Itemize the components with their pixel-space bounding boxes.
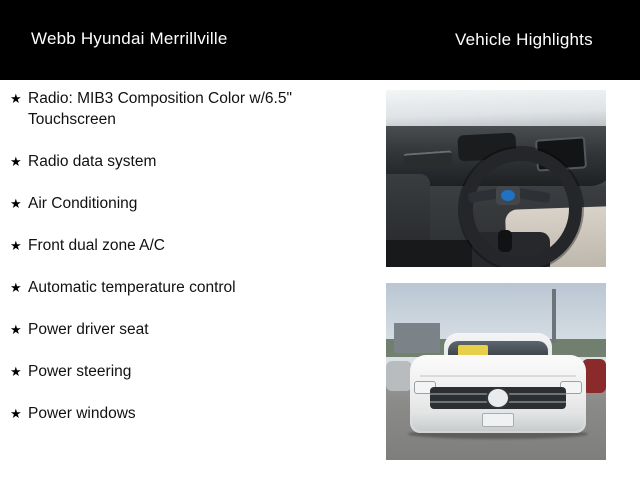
star-icon: ★ xyxy=(10,154,22,169)
feature-list xyxy=(0,88,380,445)
page-header xyxy=(0,0,640,80)
list-item-label: Radio: MIB3 Composition Color w/6.5" Touchscreen xyxy=(28,90,292,128)
list-item-label: Radio data system xyxy=(28,153,157,170)
page-title: Vehicle Highlights xyxy=(455,30,593,49)
list-item xyxy=(0,319,380,340)
interior-dashboard-photo xyxy=(386,90,606,267)
exterior-front-photo xyxy=(386,283,606,460)
light-pole-shape xyxy=(552,289,556,343)
list-item xyxy=(0,277,380,298)
star-icon: ★ xyxy=(10,238,22,253)
star-icon: ★ xyxy=(10,196,22,211)
license-plate-shape xyxy=(482,413,514,427)
dealer-name: Webb Hyundai Merrillville xyxy=(31,29,228,48)
list-item xyxy=(0,403,380,424)
list-item-label: Front dual zone A/C xyxy=(28,237,165,254)
adjacent-car-left-shape xyxy=(386,361,412,391)
list-item xyxy=(0,151,380,172)
list-item-label: Power windows xyxy=(28,405,136,422)
list-item-label: Air Conditioning xyxy=(28,195,138,212)
star-icon: ★ xyxy=(10,406,22,421)
vw-logo-icon xyxy=(486,387,510,409)
star-icon: ★ xyxy=(10,364,22,379)
hood-line-shape xyxy=(420,375,576,377)
building-shape xyxy=(394,323,440,353)
brand-logo-icon xyxy=(501,190,515,201)
list-item xyxy=(0,88,380,130)
star-icon: ★ xyxy=(10,91,22,106)
list-item xyxy=(0,193,380,214)
list-item xyxy=(0,361,380,382)
list-item-label: Power driver seat xyxy=(28,321,149,338)
list-item-label: Automatic temperature control xyxy=(28,279,236,296)
list-item xyxy=(0,235,380,256)
steering-wheel-shape xyxy=(460,148,582,267)
star-icon: ★ xyxy=(10,322,22,337)
star-icon: ★ xyxy=(10,280,22,295)
list-item-label: Power steering xyxy=(28,363,132,380)
